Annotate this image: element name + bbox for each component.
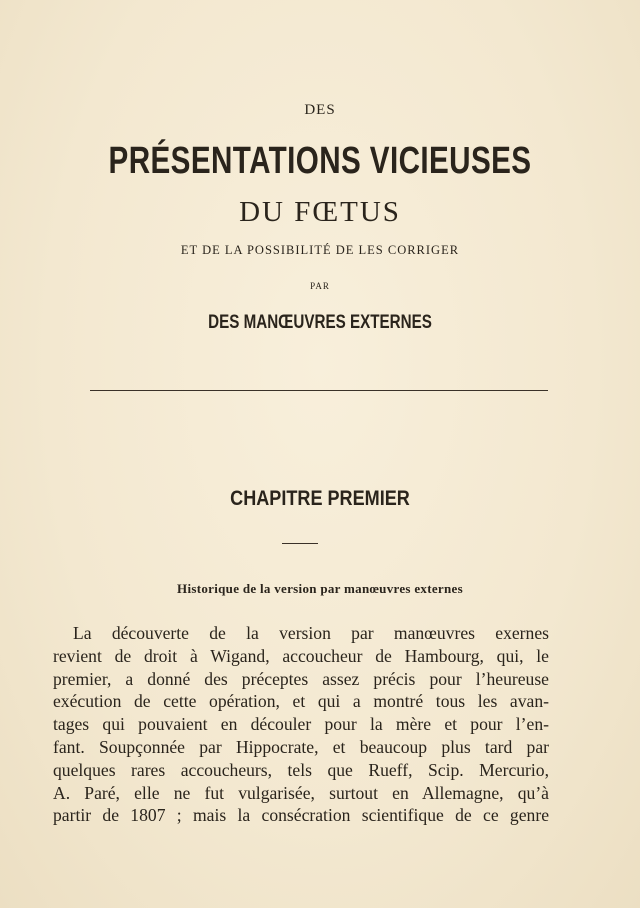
subtitle-possibility: ET DE LA POSSIBILITÉ DE LES CORRIGER — [180, 243, 460, 257]
title-par: PAR — [310, 281, 330, 291]
horizontal-divider — [90, 390, 548, 391]
body-line: partir de 1807 ; mais la consécration scientifique de ce genre — [53, 805, 549, 826]
body-paragraph — [53, 622, 549, 827]
body-line: La découverte de la version par manœuvres exernes — [73, 623, 549, 643]
section-heading: Historique de la version par manœuvres externes — [177, 581, 463, 596]
chapter-divider — [282, 543, 318, 544]
chapter-title: CHAPITRE PREMIER — [230, 487, 410, 510]
body-line: quelques rares accoucheurs, tels que Rueff, Scip. Mercurio, — [53, 759, 549, 780]
body-line: A. Paré, elle ne fut vulgarisée, surtout en Allemagne, qu’à — [53, 782, 549, 803]
main-title: PRÉSENTATIONS VICIEUSES — [108, 140, 532, 182]
subtitle-foetus: DU FŒTUS — [239, 196, 401, 228]
body-line: tages qui pouvaient en découler pour la mère et pour l’en- — [53, 714, 549, 735]
body-line: exécution de cette opération, et qui a montré tous les avan- — [53, 691, 549, 712]
body-line: revient de droit à Wigand, accoucheur de Hambourg, qui, le — [53, 645, 549, 666]
title-manoeuvres: DES MANŒUVRES EXTERNES — [208, 312, 432, 333]
body-line: fant. Soupçonnée par Hippocrate, et beaucoup plus tard par — [53, 736, 549, 757]
title-des: DES — [304, 102, 336, 118]
body-line: premier, a donné des préceptes assez précis pour l’heureuse — [53, 668, 549, 689]
